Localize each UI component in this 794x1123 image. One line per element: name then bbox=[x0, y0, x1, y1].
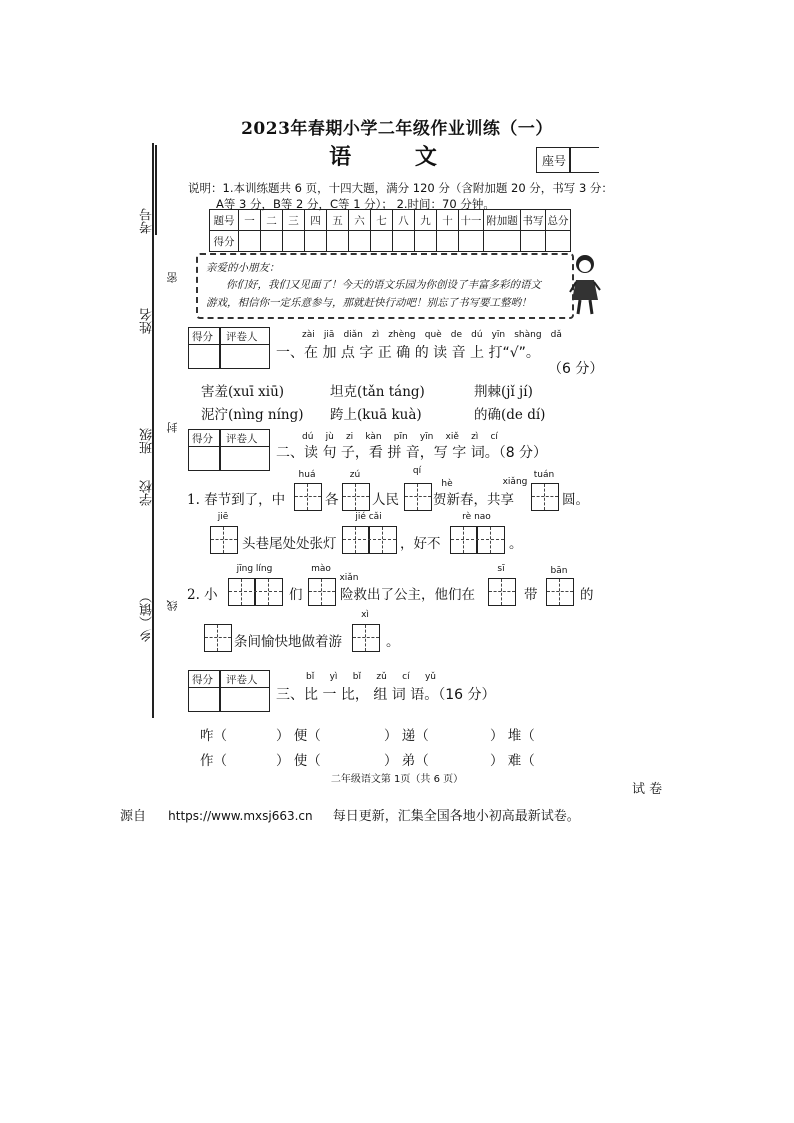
instructions-line1: 说明：1.本训练题共 6 页，十四大题，满分 120 分（含附加题 20 分，书写 3 分： bbox=[188, 181, 613, 195]
score-input[interactable] bbox=[393, 231, 415, 252]
pinyin: huá bbox=[298, 470, 316, 480]
q2-s2-prefix: 2. 小 bbox=[187, 587, 218, 603]
source-label: 源自 bbox=[120, 809, 147, 824]
q3-item[interactable]: 作（ bbox=[200, 753, 227, 769]
score-table bbox=[209, 209, 571, 252]
pinyin: jiā bbox=[323, 330, 335, 340]
pinyin: xiǎn bbox=[339, 573, 359, 583]
pinyin: shàng bbox=[514, 330, 542, 340]
score-input[interactable] bbox=[327, 231, 349, 252]
q2-text: 人民 bbox=[372, 492, 399, 508]
pinyin: sī bbox=[497, 564, 505, 574]
page-title: 2023年春期小学二年级作业训练（一） bbox=[241, 119, 553, 139]
score-cell: 五 bbox=[327, 210, 349, 231]
label-kaohao: 考号 bbox=[140, 208, 155, 234]
pinyin: xiǎng bbox=[502, 477, 528, 487]
label-xian: 线 bbox=[166, 600, 179, 611]
pinyin: cí bbox=[490, 432, 498, 442]
write-box[interactable] bbox=[404, 483, 432, 511]
score-input[interactable] bbox=[521, 231, 546, 252]
q1-item[interactable]: 害羞(xuī xiū) bbox=[201, 384, 285, 400]
pinyin: tuán bbox=[533, 470, 555, 480]
instructions-line2: A等 3 分，B等 2 分，C等 1 分）； 2.时间：70 分钟。 bbox=[216, 197, 495, 211]
pinyin: zài bbox=[302, 330, 315, 340]
q3-item[interactable]: ） 递（ bbox=[384, 728, 429, 744]
pinyin: rè nao bbox=[462, 512, 491, 522]
score-cell: 十一 bbox=[459, 210, 484, 231]
score-input[interactable] bbox=[415, 231, 437, 252]
score-cell: 九 bbox=[415, 210, 437, 231]
score-cell: 书写 bbox=[521, 210, 546, 231]
pinyin: qí bbox=[412, 466, 422, 476]
q2-text: 条间愉快地做着游 bbox=[234, 634, 342, 650]
label-banji: 班级 bbox=[140, 428, 155, 454]
score-input[interactable] bbox=[239, 231, 261, 252]
grader-box-q2[interactable] bbox=[188, 429, 270, 471]
grader-score-label: 得分 bbox=[192, 674, 213, 686]
pinyin: de bbox=[450, 330, 463, 340]
pinyin: xiě bbox=[445, 432, 459, 442]
write-box[interactable] bbox=[204, 624, 232, 652]
write-box[interactable] bbox=[342, 483, 370, 511]
q3-pinyin-row bbox=[306, 672, 436, 682]
pinyin: zi bbox=[345, 432, 354, 442]
source-url-link[interactable]: https://www.mxsj663.cn bbox=[168, 809, 313, 823]
score-row-label: 得分 bbox=[210, 231, 239, 252]
pinyin: yì bbox=[329, 672, 338, 682]
score-cell: 二 bbox=[261, 210, 283, 231]
q3-item[interactable]: 咋（ bbox=[200, 728, 227, 744]
q3-heading: 三、比 一 比， 组 词 语。（16 分） bbox=[276, 687, 496, 703]
score-table-header-row bbox=[210, 210, 571, 231]
banner-greeting: 亲爱的小朋友： bbox=[206, 262, 280, 274]
pinyin: mào bbox=[311, 564, 331, 574]
pinyin: zú bbox=[349, 470, 361, 480]
pinyin: zǔ bbox=[376, 672, 387, 682]
pinyin: kàn bbox=[365, 432, 382, 442]
q2-text: 头巷尾处处张灯 bbox=[242, 536, 337, 552]
q1-pinyin-row bbox=[302, 330, 562, 340]
score-cell: 一 bbox=[239, 210, 261, 231]
pinyin: cí bbox=[402, 672, 410, 682]
grader-name-label: 评卷人 bbox=[226, 433, 258, 445]
q2-text: 各 bbox=[325, 492, 339, 508]
pinyin: bān bbox=[550, 566, 568, 576]
grader-name-label: 评卷人 bbox=[226, 674, 258, 686]
q2-pinyin-row bbox=[302, 432, 498, 442]
score-input[interactable] bbox=[261, 231, 283, 252]
pinyin: yīn bbox=[491, 330, 506, 340]
write-box[interactable] bbox=[210, 526, 238, 554]
score-input[interactable] bbox=[283, 231, 305, 252]
pinyin: zì bbox=[371, 330, 380, 340]
pinyin bbox=[432, 479, 462, 489]
source-line bbox=[120, 805, 580, 824]
pinyin: jié cǎi bbox=[355, 512, 382, 522]
q2-text: 们 bbox=[289, 587, 303, 603]
q3-item[interactable]: ） 使（ bbox=[276, 753, 321, 769]
q2-text: 。 bbox=[386, 634, 400, 650]
write-box[interactable] bbox=[531, 483, 559, 511]
grader-box-q3[interactable] bbox=[188, 670, 270, 712]
pinyin: bǐ bbox=[352, 672, 361, 682]
greeting-banner bbox=[196, 253, 574, 319]
score-cell: 附加题 bbox=[484, 210, 521, 231]
label-xiangzhen: 乡（镇） bbox=[140, 590, 155, 642]
q2-text: 。 bbox=[509, 536, 523, 552]
write-box[interactable] bbox=[308, 578, 336, 606]
write-box[interactable] bbox=[546, 578, 574, 606]
subject-title: 语 文 bbox=[329, 144, 465, 170]
write-box[interactable] bbox=[450, 526, 505, 554]
pinyin: xì bbox=[361, 610, 369, 620]
pinyin: què bbox=[424, 330, 442, 340]
pinyin: jīng líng bbox=[236, 564, 273, 574]
q3-item[interactable]: ） 便（ bbox=[276, 728, 321, 744]
pinyin: hè bbox=[441, 479, 453, 489]
score-input[interactable] bbox=[437, 231, 459, 252]
q2-heading: 二、读 句 子，看 拼 音，写 字 词。（8 分） bbox=[276, 445, 548, 461]
score-input[interactable] bbox=[459, 231, 484, 252]
seat-label: 座号 bbox=[542, 154, 567, 168]
girl-illustration-icon bbox=[568, 252, 602, 318]
grader-score-label: 得分 bbox=[192, 433, 213, 445]
q1-points: （6 分） bbox=[548, 361, 604, 377]
grader-score-label: 得分 bbox=[192, 331, 213, 343]
pinyin: diǎn bbox=[343, 330, 363, 340]
q2-text: 贺新春，共享 bbox=[433, 492, 514, 508]
q1-heading: 一、在 加 点 字 正 确 的 读 音 上 打“√”。 bbox=[276, 345, 540, 361]
page-footer: 二年级语文第 1页（共 6 页） bbox=[330, 774, 464, 785]
score-cell: 十 bbox=[437, 210, 459, 231]
pinyin: dǎ bbox=[550, 330, 562, 340]
score-input[interactable] bbox=[305, 231, 327, 252]
source-text: 每日更新，汇集全国各地小初高最新试卷。 bbox=[332, 809, 580, 824]
score-input[interactable] bbox=[371, 231, 393, 252]
banner-line1: 你们好，我们又见面了！今天的语文乐园为你创设了丰富多彩的语文 bbox=[226, 279, 541, 291]
label-feng: 封 bbox=[166, 422, 179, 433]
q3-item[interactable]: ） 难（ bbox=[490, 753, 535, 769]
q2-text: 的 bbox=[580, 587, 594, 603]
q3-item[interactable]: ） 堆（ bbox=[490, 728, 535, 744]
pinyin: dú bbox=[471, 330, 483, 340]
q2-text: 险救出了公主，他们在 bbox=[340, 587, 475, 603]
score-cell: 四 bbox=[305, 210, 327, 231]
grader-name-label: 评卷人 bbox=[226, 331, 258, 343]
q2-s1-prefix: 1. 春节到了，中 bbox=[187, 492, 286, 508]
score-cell: 总分 bbox=[546, 210, 571, 231]
score-cell: 三 bbox=[283, 210, 305, 231]
score-input[interactable] bbox=[349, 231, 371, 252]
write-box[interactable] bbox=[488, 578, 516, 606]
score-cell: 六 bbox=[349, 210, 371, 231]
q1-item[interactable]: 荆棘(jǐ jí) bbox=[474, 384, 533, 400]
q2-text: ，好不 bbox=[400, 536, 441, 552]
score-input[interactable] bbox=[546, 231, 571, 252]
write-box[interactable] bbox=[228, 578, 283, 606]
pinyin: jiē bbox=[217, 512, 229, 522]
banner-line2: 游戏，相信你一定乐意参与，那就赶快行动吧！别忘了书写要工整哟！ bbox=[206, 297, 532, 309]
score-table-score-row bbox=[210, 231, 571, 252]
score-cell: 七 bbox=[371, 210, 393, 231]
q3-item[interactable]: ） 弟（ bbox=[384, 753, 429, 769]
q1-item[interactable]: 的确(de dí) bbox=[474, 407, 546, 423]
grader-box-q1[interactable] bbox=[188, 327, 270, 369]
label-xuexiao: 学校 bbox=[140, 480, 155, 506]
footer-side-label: 试 卷 bbox=[632, 782, 663, 797]
label-mi: 密 bbox=[166, 272, 179, 283]
pinyin: jù bbox=[325, 432, 334, 442]
pinyin: pīn bbox=[393, 432, 408, 442]
q2-text: 圆。 bbox=[562, 492, 589, 508]
q2-text: 带 bbox=[524, 587, 538, 603]
pinyin: bǐ bbox=[306, 672, 315, 682]
score-cell: 题号 bbox=[210, 210, 239, 231]
write-box[interactable] bbox=[342, 526, 397, 554]
pinyin: zhèng bbox=[388, 330, 416, 340]
score-cell: 八 bbox=[393, 210, 415, 231]
pinyin: yīn bbox=[419, 432, 434, 442]
write-box[interactable] bbox=[352, 624, 380, 652]
pinyin: yǔ bbox=[424, 672, 436, 682]
pinyin: zì bbox=[471, 432, 479, 442]
q1-item[interactable]: 跨上(kuā kuà) bbox=[330, 407, 422, 423]
seat-number-box[interactable] bbox=[536, 147, 599, 173]
kaohao-line bbox=[155, 145, 157, 235]
q1-item[interactable]: 泥泞(nìng níng) bbox=[201, 407, 304, 423]
pinyin: dú bbox=[302, 432, 314, 442]
write-box[interactable] bbox=[294, 483, 322, 511]
score-input[interactable] bbox=[484, 231, 521, 252]
label-xingming: 姓名 bbox=[140, 308, 155, 334]
q1-item[interactable]: 坦克(tǎn táng) bbox=[330, 384, 425, 400]
